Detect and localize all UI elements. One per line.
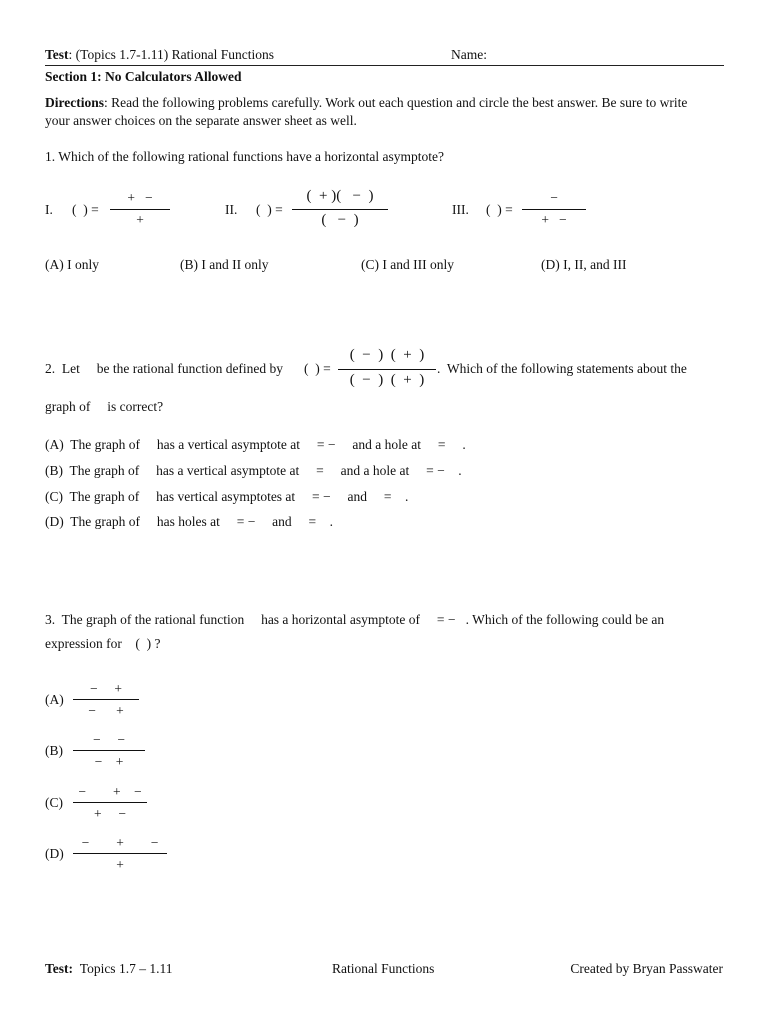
q3-option-c-fraction[interactable]: [73, 784, 147, 824]
q3-option-d-numerator: − + −: [81, 835, 159, 850]
q3-option-a-fraction[interactable]: [73, 681, 139, 721]
q3-option-a-denominator: − +: [88, 703, 124, 718]
q1-f2-lhs: ( ) =: [256, 202, 283, 217]
q3-option-b-denominator: − +: [94, 754, 124, 769]
q3-option-c-denominator: + −: [93, 806, 127, 821]
footer-center: Rational Functions: [332, 961, 435, 976]
q1-f2-numerator: ( + )( − ): [306, 188, 374, 204]
directions: [45, 95, 687, 111]
q1-prompt: 1. Which of the following rational functions have a horizontal asymptote?: [45, 149, 445, 164]
q1-f1-denominator: +: [136, 212, 144, 227]
q3-prompt: 3. The graph of the rational function has a horizontal asymptote of = − . Which of the following could be an: [45, 612, 665, 627]
footer-test-label: Test:: [45, 961, 74, 976]
q3-option-d-label[interactable]: (D): [45, 846, 64, 861]
q2-fraction: [338, 347, 436, 393]
q2-choice-a[interactable]: (A) The graph of has a vertical asymptote at = − and a hole at = .: [45, 437, 466, 452]
fraction-bar: [73, 802, 147, 803]
fraction-bar: [292, 209, 388, 210]
test-title: [45, 47, 274, 63]
q2-prompt-start: 2. Let be the rational function defined by: [45, 361, 284, 376]
directions-line1: : Read the following problems carefully. Work out each question and circle the best answer. Be sure to write: [104, 95, 688, 110]
q3-option-b-numerator: − −: [92, 732, 126, 747]
q1-f3-denominator: + −: [541, 212, 567, 227]
name-label: Name:: [451, 47, 487, 62]
q1-f1-lhs: ( ) =: [72, 202, 99, 217]
q1-f3-numerator: −: [550, 190, 558, 205]
q1-f2-fraction: [292, 188, 388, 232]
footer-right: Created by Bryan Passwater: [570, 961, 723, 976]
q1-f3-fraction: [522, 190, 586, 230]
q2-choice-b[interactable]: (B) The graph of has a vertical asymptote at = and a hole at = − .: [45, 463, 462, 478]
q1-f2-label: II.: [225, 202, 238, 217]
q3-option-d-denominator: +: [116, 857, 124, 872]
q2-prompt-end: . Which of the following statements about the: [437, 361, 687, 376]
q1-choice-c[interactable]: (C) I and III only: [361, 257, 454, 272]
section-heading: Section 1: No Calculators Allowed: [45, 69, 242, 84]
fraction-bar: [73, 699, 139, 700]
fraction-bar: [338, 369, 436, 370]
q1-f3-label: III.: [452, 202, 469, 217]
q3-option-b-label[interactable]: (B): [45, 743, 63, 758]
q3-option-a-numerator: − +: [89, 681, 123, 696]
q1-f1-numerator: + −: [127, 190, 153, 205]
q2-prompt-line2: graph of is correct?: [45, 399, 164, 414]
q1-f2-denominator: ( − ): [321, 212, 359, 228]
fraction-bar: [73, 750, 145, 751]
footer-topics: Topics 1.7 – 1.11: [79, 961, 173, 976]
q1-choice-d[interactable]: (D) I, II, and III: [541, 257, 627, 272]
footer-left: [45, 961, 172, 977]
q3-option-c-numerator: − + −: [78, 784, 142, 799]
directions-line2: your answer choices on the separate answer sheet as well.: [45, 113, 357, 128]
q3-option-a-label[interactable]: (A): [45, 692, 64, 707]
directions-label: Directions: [45, 95, 104, 110]
q2-denominator: ( − ) ( + ): [349, 372, 425, 388]
q3-prompt-line2: expression for ( ) ?: [45, 636, 161, 651]
fraction-bar: [522, 209, 586, 210]
q1-choice-a[interactable]: (A) I only: [45, 257, 99, 272]
q2-choice-c[interactable]: (C) The graph of has vertical asymptotes at = − and = .: [45, 489, 409, 504]
q3-option-c-label[interactable]: (C): [45, 795, 63, 810]
q1-f3-lhs: ( ) =: [486, 202, 513, 217]
q1-choice-b[interactable]: (B) I and II only: [180, 257, 269, 272]
q1-f1-fraction: [110, 190, 170, 230]
q2-numerator: ( − ) ( + ): [349, 347, 425, 363]
q2-choice-d[interactable]: (D) The graph of has holes at = − and = .: [45, 514, 334, 529]
q3-option-d-fraction[interactable]: [73, 835, 167, 875]
header-divider: [45, 65, 724, 66]
fraction-bar: [110, 209, 170, 210]
test-title-text: : (Topics 1.7-1.11) Rational Functions: [68, 47, 275, 62]
q1-f1-label: I.: [45, 202, 53, 217]
test-label: Test: [45, 47, 69, 62]
q3-option-b-fraction[interactable]: [73, 732, 145, 772]
q2-lhs: ( ) =: [304, 361, 331, 376]
fraction-bar: [73, 853, 167, 854]
